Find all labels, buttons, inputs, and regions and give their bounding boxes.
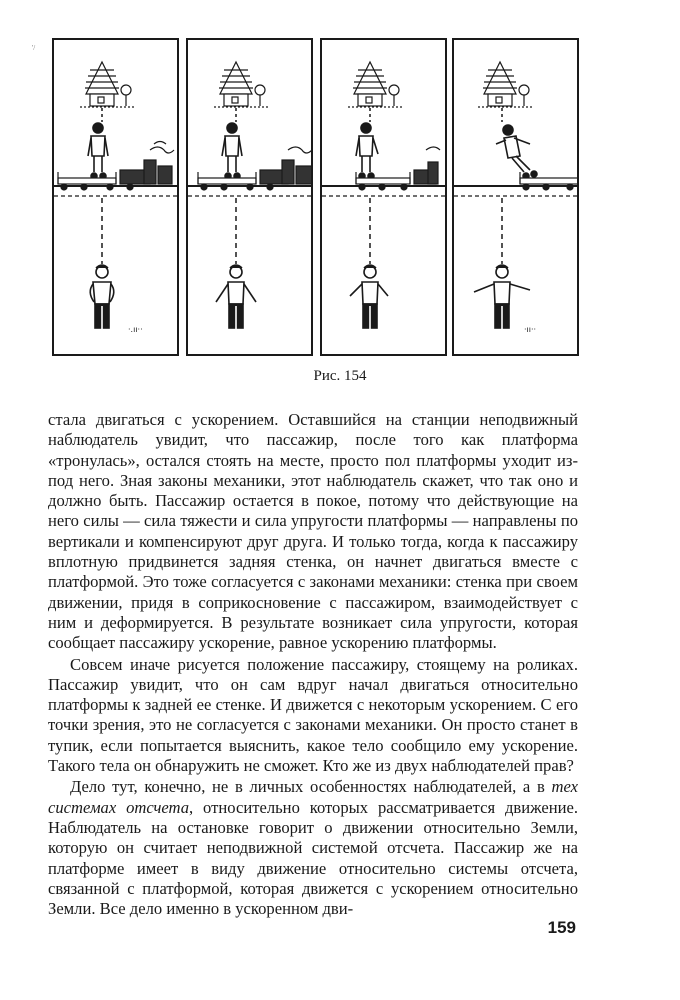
paragraph-1: стала двигаться с ускорением. Оставшийся на станции неподвижный наблюдатель увидит, что пассажир, после того как платформа «тронулась», остался стоять на месте, просто пол платформы уходит из-под него. Зная законы механики, этот наблюдатель скажет, что так оно и должно быть. Пассажир остается в покое, потому что действующие на него силы — сила тяжести и сила упругости платформы — направлены по вертикали и компенсируют друг друга. И только тогда, когда к пассажиру вплотную придвинется задняя стенка, он начнет двигаться вместе с платформой. Это тоже согласуется с законами механики: стенка при своем движении, придя в соприкосновение с пассажиром, взаимодействует с ним и деформируется. В результате возникает сила упругости, которая сообщает пассажиру ускорение, равное ускорению платформы. <box>48 410 578 653</box>
locomotive-icon <box>260 147 312 184</box>
house-icon <box>478 62 534 107</box>
paragraph-3-before: Дело тут, конечно, не в личных особенностях наблюдателей, а в <box>70 777 552 797</box>
observer-arms-out <box>216 265 256 330</box>
figure-154 <box>52 38 582 358</box>
svg-text:·ıı··: ·ıı·· <box>524 325 537 334</box>
observer-standing <box>90 265 114 330</box>
panel-1-drawing <box>54 40 179 356</box>
figure-panel-3 <box>320 38 447 356</box>
paragraph-3-italic: тех системах отсчета <box>48 777 578 817</box>
figure-caption: Рис. 154 <box>313 368 367 384</box>
observer-arms-wide <box>474 265 530 330</box>
paragraph-3-after: , относительно которых рассматривается движение. Наблюдатель на остановке говорит о движении относительно Земли, которую он считает неподвижной системой отсчета. Пассажир же на платформе имеет в виду движение относительно системы отсчета, связанной с платформой, которая движется с ускорением относительно Земли. Все дело именно в ускоренном дви- <box>48 797 578 919</box>
panel-3-drawing <box>322 40 447 356</box>
observer-arms-out <box>350 265 388 330</box>
passenger-falling <box>496 125 537 179</box>
svg-text:·.ıı··: ·.ıı·· <box>128 325 143 334</box>
paragraph-2: Совсем иначе рисуется положение пассажиру, стоящему на роликах. Пассажир увидит, что он сам вдруг начал двигаться относительно платформы к задней ее стенке. И движется с некоторым ускорением. С его точки зрения, это не согласуется с законами механики. Он просто станет в тупик, если попытается выяснить, какое тело сообщило ему ускорение. Такого тела он обнаружить не сможет. Кто же из двух наблюдателей прав? <box>48 654 578 776</box>
passenger-standing <box>356 123 378 179</box>
paragraph-3 <box>48 777 578 919</box>
passenger-standing <box>222 123 242 179</box>
passenger-standing <box>88 123 108 179</box>
figure-panel-4 <box>452 38 579 356</box>
locomotive-icon <box>120 142 174 185</box>
figure-panel-2 <box>186 38 313 356</box>
figure-panel-1 <box>52 38 179 356</box>
house-icon <box>348 62 404 107</box>
locomotive-icon <box>414 147 440 184</box>
page-number: 159 <box>547 918 576 937</box>
body-text <box>48 410 578 919</box>
panel-4-drawing <box>454 40 579 356</box>
house-icon <box>80 62 136 107</box>
panel-2-drawing <box>188 40 313 356</box>
house-icon <box>214 62 270 107</box>
scan-mark: '/ <box>32 44 36 52</box>
